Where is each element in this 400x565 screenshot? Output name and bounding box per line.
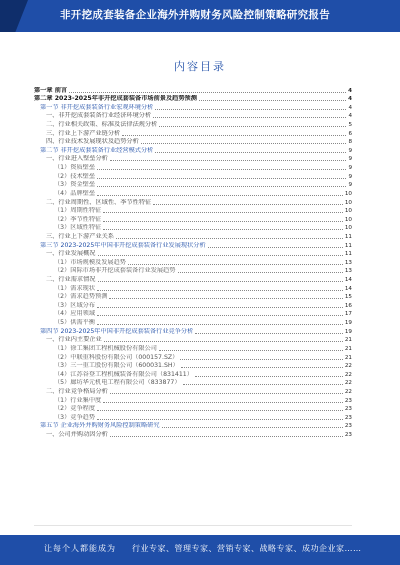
toc-leader-dots: [155, 151, 346, 153]
footer-bar: [0, 535, 400, 565]
toc-entry-label: 第三节 2023-2025年中国非开挖成套装备行业发展现状分析: [40, 241, 206, 249]
toc-entry-page-number: 11: [344, 242, 352, 249]
toc-entry-label: （2）竞争程度: [54, 405, 96, 413]
toc-entry-page-number: 11: [344, 251, 352, 258]
toc-leader-dots: [97, 185, 346, 187]
toc-leader-dots: [97, 194, 343, 196]
toc-entry-label: 二、行业竞争格局分析: [46, 387, 108, 395]
toc-entry-label: （1）市场规模及发展趋势: [54, 258, 126, 266]
toc-entry[interactable]: [34, 241, 352, 250]
toc-entry-page-number: 4: [348, 104, 352, 111]
toc-entry-page-number: 21: [344, 354, 352, 361]
toc-leader-dots: [199, 99, 346, 101]
toc-entry[interactable]: [34, 189, 352, 198]
toc-leader-dots: [162, 426, 343, 428]
header-bar: [0, 0, 400, 32]
toc-leader-dots: [110, 435, 343, 437]
toc-entry[interactable]: [34, 422, 352, 431]
toc-entry-label: （2）需求趋势预测: [54, 293, 108, 301]
toc-entry[interactable]: [34, 250, 352, 259]
toc-entry-label: 第二章 2023-2025年非开挖成套装备市场前景及趋势预测: [34, 95, 197, 103]
toc-entry-page-number: 13: [344, 268, 352, 275]
toc-leader-dots: [97, 177, 346, 179]
toc-entry[interactable]: [34, 112, 352, 121]
toc-entry[interactable]: [34, 215, 352, 224]
toc-entry[interactable]: [34, 387, 352, 396]
toc-entry-label: 第二节 非开挖成套装备行业经营模式分析: [40, 146, 154, 154]
toc-entry-page-number: 15: [344, 294, 352, 301]
toc-entry-label: （4）江苏谷登工程机械装备有限公司（831411）: [54, 370, 193, 378]
toc-entry-page-number: 19: [344, 320, 352, 327]
toc-entry[interactable]: [34, 379, 352, 388]
toc-entry-page-number: 9: [348, 173, 352, 180]
toc-leader-dots: [98, 254, 343, 256]
toc-leader-dots: [153, 203, 343, 205]
toc-entry[interactable]: [34, 301, 352, 310]
toc-entry-label: 二、行业周期性、区域性、季节性特征: [46, 198, 152, 206]
toc-leader-dots: [97, 409, 343, 411]
toc-entry-label: 第一章 前言: [34, 86, 68, 94]
toc-entry[interactable]: [34, 318, 352, 327]
toc-entry-page-number: 21: [344, 345, 352, 352]
toc-leader-dots: [155, 108, 346, 110]
toc-entry-label: （5）供需平衡: [54, 319, 96, 327]
toc-entry[interactable]: [34, 413, 352, 422]
toc-entry-label: 第五节 企业海外并购财务风险控制策略研究: [40, 422, 160, 430]
toc-entry-page-number: 10: [344, 216, 352, 223]
toc-entry-page-number: 4: [348, 96, 352, 103]
toc-leader-dots: [195, 332, 343, 334]
toc-entry[interactable]: [34, 258, 352, 267]
footer-slogan-left: 让每个人都能成为: [44, 544, 116, 553]
toc-entry-label: （2）中联重科股份有限公司（000157.SZ）: [54, 353, 179, 361]
toc-leader-dots: [103, 211, 343, 213]
toc-leader-dots: [159, 125, 346, 127]
toc-entry[interactable]: [34, 146, 352, 155]
toc-leader-dots: [97, 314, 343, 316]
toc-entry[interactable]: [34, 430, 352, 439]
toc-entry-label: （2）技术壁垒: [54, 172, 96, 180]
toc-entry-page-number: 22: [344, 363, 352, 370]
toc-entry-label: 二、行业相关政策、标准及法律法规分析: [46, 121, 158, 129]
toc-entry-label: （3）竞争趋势: [54, 413, 96, 421]
toc-entry-label: 一、行业内主要企业: [46, 336, 102, 344]
toc-entry-page-number: 10: [344, 190, 352, 197]
toc-entry-page-number: 9: [348, 156, 352, 163]
header-corner-decoration: [0, 0, 28, 32]
toc-entry[interactable]: [34, 310, 352, 319]
toc-entry[interactable]: [34, 284, 352, 293]
toc-entry[interactable]: [34, 344, 352, 353]
toc-entry-page-number: 10: [344, 225, 352, 232]
toc-entry[interactable]: [34, 405, 352, 414]
toc-entry[interactable]: [34, 95, 352, 104]
toc-leader-dots: [110, 392, 343, 394]
toc-entry[interactable]: [34, 232, 352, 241]
toc-leader-dots: [110, 159, 347, 161]
toc-leader-dots: [103, 401, 343, 403]
toc-entry-page-number: 4: [348, 113, 352, 120]
toc-entry-label: （1）周期性特征: [54, 207, 102, 215]
toc-leader-dots: [109, 297, 342, 299]
toc-heading: 内容目录: [174, 60, 226, 73]
toc-entry-page-number: 22: [344, 380, 352, 387]
toc-entry-label: 一、非开挖成套装备行业经济环境分析: [46, 112, 152, 120]
toc-entry-label: （3）区域性特征: [54, 224, 102, 232]
toc-entry[interactable]: [34, 293, 352, 302]
toc-entry-page-number: 21: [344, 337, 352, 344]
toc-leader-dots: [181, 366, 343, 368]
toc-entry-label: （3）三一重工股份有限公司（600031.SH）: [54, 362, 179, 370]
toc-entry-page-number: 6: [348, 130, 352, 137]
footer-slogan-right: 行业专家、管理专家、营销专家、战略专家、成功企业家……: [132, 544, 362, 553]
toc-entry-label: （2）季节性特征: [54, 215, 102, 223]
toc-entry-label: （4）应用领域: [54, 310, 96, 318]
toc-entry[interactable]: [34, 267, 352, 276]
toc-entry-label: 三、行业上下游产业链分析: [46, 129, 121, 137]
toc-leader-dots: [208, 246, 343, 248]
toc-leader-dots: [97, 168, 346, 170]
table-of-contents: [34, 86, 352, 439]
toc-entry-page-number: 23: [344, 431, 352, 438]
toc-entry-page-number: 23: [344, 397, 352, 404]
footer-divider: [34, 525, 352, 526]
toc-entry-page-number: 23: [344, 414, 352, 421]
toc-leader-dots: [69, 91, 346, 93]
toc-entry[interactable]: [34, 129, 352, 138]
toc-entry-page-number: 4: [348, 87, 352, 94]
toc-entry-label: （4）品牌壁垒: [54, 189, 96, 197]
toc-entry[interactable]: [34, 275, 352, 284]
toc-entry-label: 第一节 非开挖成套装备行业宏观环境分析: [40, 103, 154, 111]
toc-entry[interactable]: [34, 207, 352, 216]
toc-entry[interactable]: [34, 120, 352, 129]
toc-leader-dots: [178, 271, 343, 273]
toc-entry-page-number: 23: [344, 423, 352, 430]
toc-leader-dots: [122, 134, 346, 136]
toc-leader-dots: [103, 220, 343, 222]
toc-leader-dots: [116, 237, 343, 239]
toc-entry-page-number: 8: [348, 139, 352, 146]
toc-leader-dots: [195, 375, 343, 377]
toc-entry-label: （5）廊坊华元机电工程有限公司（833877）: [54, 379, 181, 387]
toc-entry-label: （1）资质壁垒: [54, 164, 96, 172]
toc-leader-dots: [183, 383, 343, 385]
toc-entry[interactable]: [34, 198, 352, 207]
toc-entry[interactable]: [34, 138, 352, 147]
toc-entry-page-number: 22: [344, 388, 352, 395]
toc-leader-dots: [97, 418, 343, 420]
toc-leader-dots: [153, 116, 346, 118]
toc-entry[interactable]: [34, 181, 352, 190]
toc-entry-label: （1）需求现状: [54, 284, 96, 292]
toc-entry-page-number: 10: [344, 208, 352, 215]
toc-entry-page-number: 10: [344, 199, 352, 206]
toc-entry-page-number: 13: [344, 259, 352, 266]
toc-entry[interactable]: [34, 172, 352, 181]
toc-leader-dots: [180, 358, 343, 360]
toc-entry[interactable]: [34, 103, 352, 112]
toc-leader-dots: [97, 323, 343, 325]
toc-entry-page-number: 14: [344, 285, 352, 292]
toc-entry-page-number: 19: [344, 328, 352, 335]
toc-entry-page-number: 22: [344, 371, 352, 378]
toc-entry-label: （2）国际市场非开挖成套装备行业发展趋势: [54, 267, 176, 275]
toc-entry-label: （3）资金壁垒: [54, 181, 96, 189]
toc-entry-label: 第四节 2023-2025年中国非开挖成套装备行业竞争分析: [40, 327, 194, 335]
toc-entry[interactable]: [34, 353, 352, 362]
toc-entry[interactable]: [34, 327, 352, 336]
toc-leader-dots: [104, 340, 343, 342]
toc-entry-label: 四、行业技术发展现状及趋势分析: [46, 138, 139, 146]
toc-leader-dots: [97, 306, 343, 308]
toc-entry-page-number: 11: [344, 233, 352, 240]
toc-entry[interactable]: [34, 163, 352, 172]
toc-leader-dots: [97, 289, 343, 291]
toc-entry-page-number: 9: [348, 182, 352, 189]
toc-leader-dots: [98, 280, 343, 282]
toc-entry[interactable]: [34, 362, 352, 371]
toc-entry-label: （3）区域分布: [54, 301, 96, 309]
toc-entry-label: 三、行业上下游产业关系: [46, 232, 115, 240]
toc-entry[interactable]: [34, 396, 352, 405]
toc-entry-page-number: 5: [348, 122, 352, 129]
toc-leader-dots: [141, 142, 347, 144]
toc-entry[interactable]: [34, 336, 352, 345]
toc-entry[interactable]: [34, 86, 352, 95]
toc-entry-label: 一、行业进入壁垒分析: [46, 155, 108, 163]
toc-entry-page-number: 9: [348, 147, 352, 154]
toc-leader-dots: [128, 263, 343, 265]
toc-entry-label: 一、公司并购动因分析: [46, 430, 108, 438]
toc-entry-page-number: 23: [344, 406, 352, 413]
toc-entry-label: （1）徐工集团工程机械股份有限公司: [54, 344, 157, 352]
toc-entry[interactable]: [34, 224, 352, 233]
toc-entry-label: 一、行业发展概况: [46, 250, 96, 258]
toc-entry-page-number: 14: [344, 277, 352, 284]
report-title: 非开挖成套装备企业海外并购财务风险控制策略研究报告: [60, 9, 330, 21]
toc-entry[interactable]: [34, 155, 352, 164]
toc-entry-page-number: 16: [344, 302, 352, 309]
toc-entry-label: 二、行业需求情况: [46, 276, 96, 284]
toc-entry[interactable]: [34, 370, 352, 379]
toc-entry-page-number: 17: [344, 311, 352, 318]
toc-leader-dots: [159, 349, 343, 351]
toc-entry-page-number: 9: [348, 165, 352, 172]
toc-entry-label: （1）行业集中度: [54, 396, 102, 404]
toc-leader-dots: [103, 228, 343, 230]
